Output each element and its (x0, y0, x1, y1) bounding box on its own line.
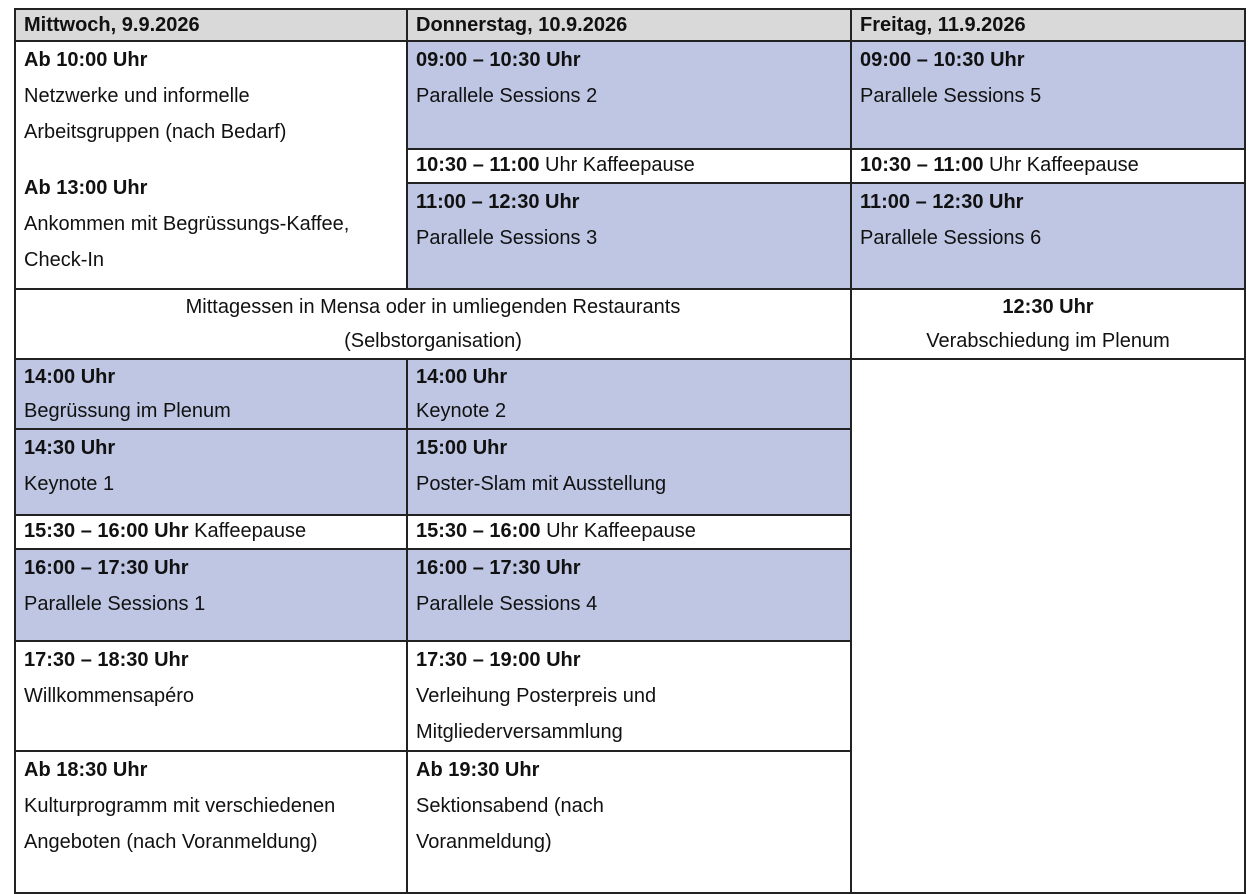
cell-thu-sessions3 (407, 183, 851, 289)
cell-thu-sektion (407, 751, 851, 893)
thu-sessions4-time: 16:00 – 17:30 Uhr (416, 557, 581, 579)
thu-kaffeepause1-text: Uhr Kaffeepause (545, 154, 695, 176)
thu-sessions4-text: Parallele Sessions 4 (416, 593, 598, 615)
cell-wed-keynote1 (15, 429, 407, 515)
cell-thu-keynote2 (407, 359, 851, 429)
header-friday: Freitag, 11.9.2026 (851, 9, 1245, 41)
fri-sessions5-time: 09:00 – 10:30 Uhr (860, 49, 1025, 71)
fri-kaffeepause-text: Uhr Kaffeepause (989, 154, 1139, 176)
cell-fri-sessions5 (851, 41, 1245, 149)
fri-verabschiedung-time: 12:30 Uhr (1002, 296, 1094, 318)
thu-poster-text: Poster-Slam mit Ausstellung (416, 473, 667, 495)
cell-wed-apero (15, 641, 407, 751)
thu-sessions3-time: 11:00 – 12:30 Uhr (416, 191, 580, 213)
cell-wed-kultur (15, 751, 407, 893)
thu-verleihung-text: Verleihung Posterpreis und Mitgliederversammlung (416, 685, 657, 743)
cell-fri-verabschiedung (851, 289, 1245, 359)
wed-begruessung-text: Begrüssung im Plenum (24, 400, 231, 422)
fri-sessions6-text: Parallele Sessions 6 (860, 227, 1042, 249)
thu-sektion-text: Sektionsabend (nach Voranmeldung) (416, 795, 604, 853)
thu-sektion-time: Ab 19:30 Uhr (416, 759, 540, 781)
cell-wed-kaffeepause (15, 515, 407, 549)
wed-ankommen-time: Ab 13:00 Uhr (24, 177, 148, 199)
cell-thu-sessions4 (407, 549, 851, 641)
cell-wed-morning (15, 41, 407, 289)
schedule-table (14, 8, 1246, 894)
thu-poster-time: 15:00 Uhr (416, 437, 508, 459)
wed-sessions1-text: Parallele Sessions 1 (24, 593, 206, 615)
cell-fri-kaffeepause (851, 149, 1245, 183)
wed-ankommen-text: Ankommen mit Begrüssungs-Kaffee, Check-In (24, 213, 350, 271)
cell-fri-sessions6 (851, 183, 1245, 289)
wed-netzwerke-time: Ab 10:00 Uhr (24, 49, 148, 71)
thu-kaffeepause2-time: 15:30 – 16:00 (416, 520, 541, 542)
wed-apero-text: Willkommensapéro (24, 685, 195, 707)
cell-thu-kaffeepause2 (407, 515, 851, 549)
header-row (15, 9, 1245, 41)
header-thursday: Donnerstag, 10.9.2026 (407, 9, 851, 41)
wed-keynote1-time: 14:30 Uhr (24, 437, 116, 459)
wed-kaffeepause-time: 15:30 – 16:00 Uhr (24, 520, 189, 542)
wed-netzwerke-text: Netzwerke und informelle Arbeitsgruppen (nach Bedarf) (24, 85, 287, 143)
fri-verabschiedung-text: Verabschiedung im Plenum (926, 330, 1170, 352)
cell-thu-sessions2 (407, 41, 851, 149)
thu-verleihung-time: 17:30 – 19:00 Uhr (416, 649, 581, 671)
wed-kultur-time: Ab 18:30 Uhr (24, 759, 148, 781)
thu-keynote2-time: 14:00 Uhr (416, 366, 508, 388)
wed-sessions1-time: 16:00 – 17:30 Uhr (24, 557, 189, 579)
cell-fri-empty (851, 359, 1245, 893)
cell-wed-sessions1 (15, 549, 407, 641)
cell-mittagessen (15, 289, 851, 359)
cell-thu-kaffeepause1 (407, 149, 851, 183)
fri-sessions5-text: Parallele Sessions 5 (860, 85, 1042, 107)
wed-kaffeepause-text: Kaffeepause (194, 520, 307, 542)
thu-kaffeepause1-time: 10:30 – 11:00 (416, 154, 540, 176)
thu-sessions3-text: Parallele Sessions 3 (416, 227, 598, 249)
wed-apero-time: 17:30 – 18:30 Uhr (24, 649, 189, 671)
cell-thu-poster (407, 429, 851, 515)
wed-kultur-text: Kulturprogramm mit verschiedenen Angeboten (nach Voranmeldung) (24, 795, 336, 853)
fri-sessions6-time: 11:00 – 12:30 Uhr (860, 191, 1024, 213)
wed-begruessung-time: 14:00 Uhr (24, 366, 116, 388)
thu-sessions2-text: Parallele Sessions 2 (416, 85, 598, 107)
thu-kaffeepause2-text: Uhr Kaffeepause (546, 520, 696, 542)
mittagessen-line1: Mittagessen in Mensa oder in umliegenden Restaurants (185, 296, 681, 318)
thu-sessions2-time: 09:00 – 10:30 Uhr (416, 49, 581, 71)
mittagessen-line2: (Selbstorganisation) (344, 330, 522, 352)
header-wednesday: Mittwoch, 9.9.2026 (15, 9, 407, 41)
cell-thu-verleihung (407, 641, 851, 751)
cell-wed-begruessung (15, 359, 407, 429)
thu-keynote2-text: Keynote 2 (416, 400, 507, 422)
wed-keynote1-text: Keynote 1 (24, 473, 115, 495)
fri-kaffeepause-time: 10:30 – 11:00 (860, 154, 984, 176)
